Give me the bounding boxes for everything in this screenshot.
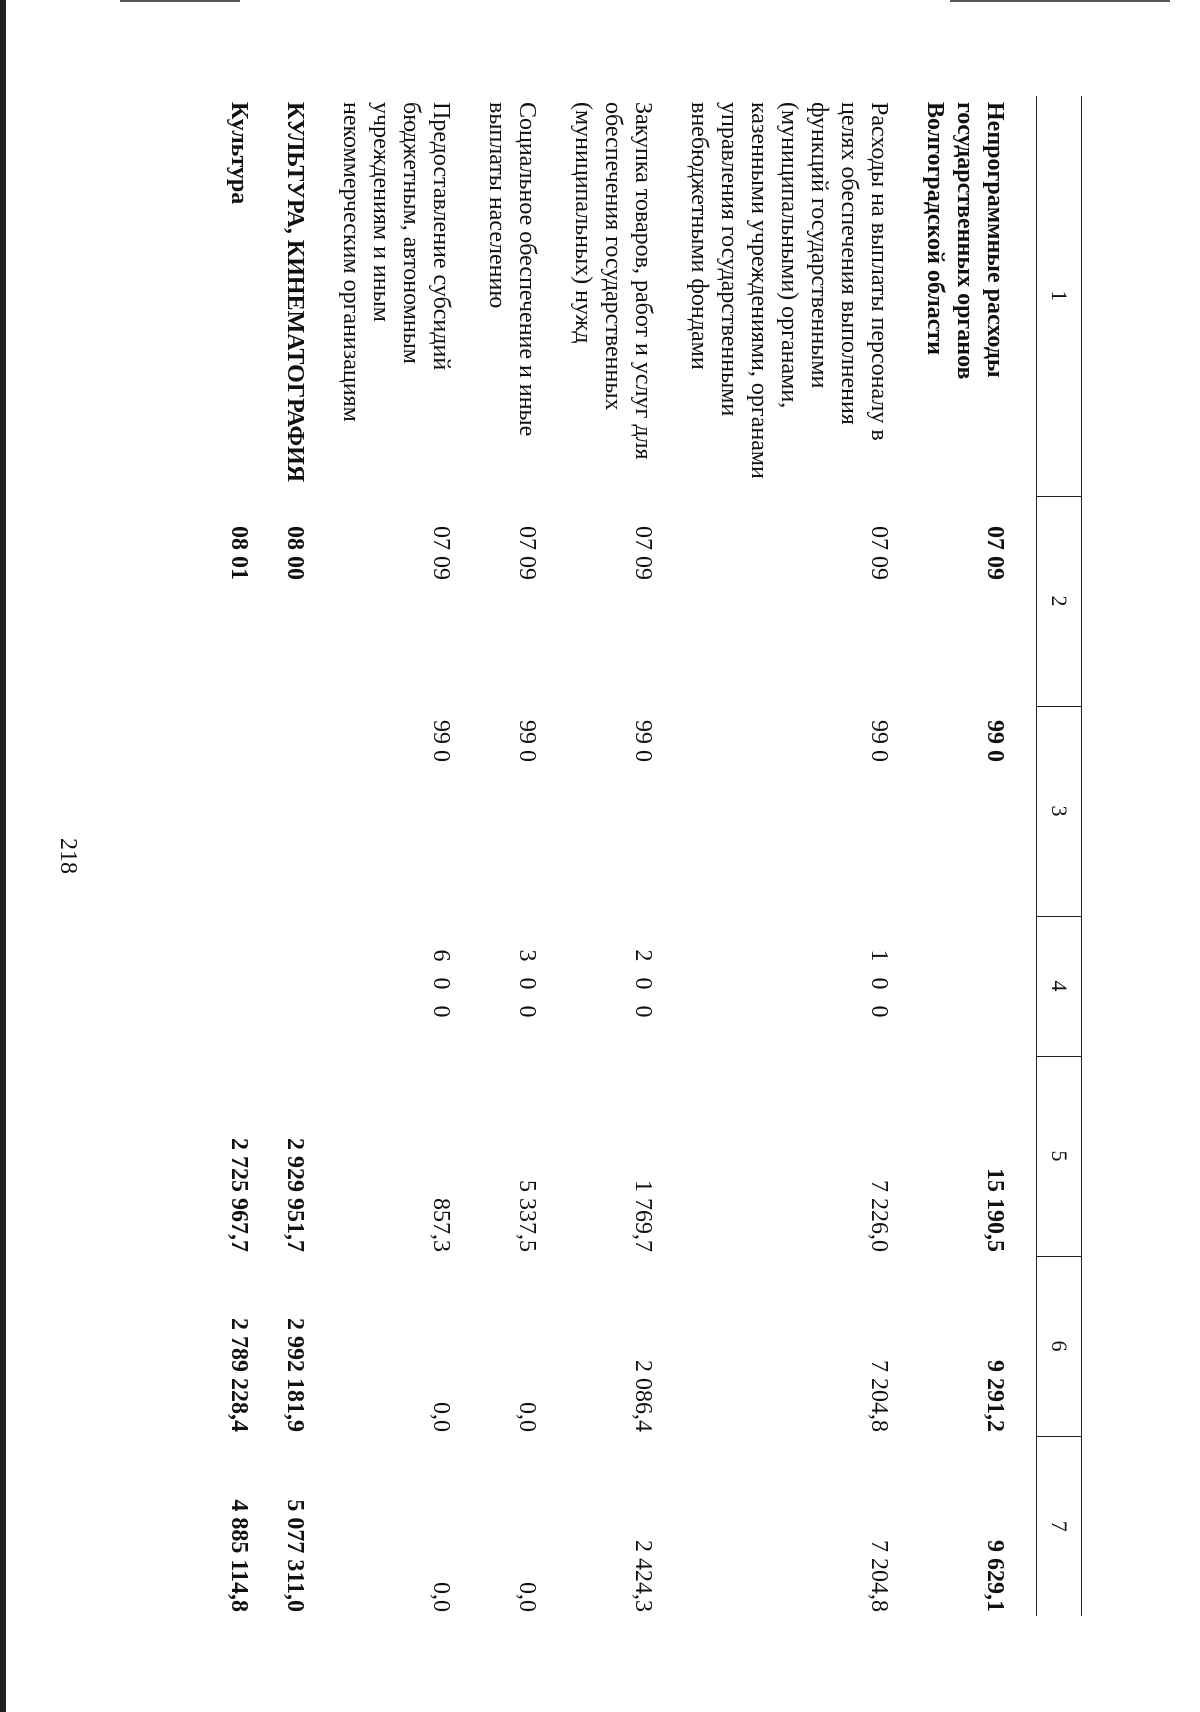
row-section: 07 09 xyxy=(630,526,656,580)
row-value-6: 7 204,8 xyxy=(866,1360,892,1432)
budget-table-frame xyxy=(152,96,1082,1616)
scan-edge xyxy=(0,0,6,1712)
row-value-5: 2 929 951,7 xyxy=(282,1138,308,1252)
table-row xyxy=(568,96,684,1616)
row-value-7: 9 629,1 xyxy=(982,1540,1008,1612)
col-header-6: 6 xyxy=(1037,1256,1082,1436)
budget-table xyxy=(224,96,1082,1616)
row-type: 6 0 0 xyxy=(428,949,454,1023)
row-value-7: 2 424,3 xyxy=(630,1540,656,1612)
row-value-7: 4 885 114,8 xyxy=(226,1499,252,1612)
row-value-5: 15 190,5 xyxy=(982,1168,1008,1252)
table-row xyxy=(684,96,920,1616)
row-type xyxy=(920,916,1037,1056)
row-target: 99 0 xyxy=(514,720,540,762)
row-value-6: 2 789 228,4 xyxy=(226,1318,252,1432)
row-section: 07 09 xyxy=(982,526,1008,580)
row-section: 07 09 xyxy=(866,526,892,580)
row-type: 3 0 0 xyxy=(514,949,540,1023)
row-value-5: 2 725 967,7 xyxy=(226,1138,252,1252)
row-value-5: 857,3 xyxy=(428,1198,454,1252)
row-value-7: 0,0 xyxy=(514,1582,540,1612)
row-name: Предоставление субсидий бюджетным, автономным учреждениям и иным некоммерческим организациям xyxy=(338,102,454,422)
row-type xyxy=(224,916,280,1056)
col-header-7: 7 xyxy=(1037,1436,1082,1616)
col-header-5: 5 xyxy=(1037,1056,1082,1256)
row-section: 07 09 xyxy=(514,526,540,580)
row-type xyxy=(280,916,336,1056)
table-row xyxy=(280,96,336,1616)
row-target: 99 0 xyxy=(630,720,656,762)
row-value-5: 5 337,5 xyxy=(514,1180,540,1252)
col-header-2: 2 xyxy=(1037,496,1082,706)
col-header-4: 4 xyxy=(1037,916,1082,1056)
table-row xyxy=(336,96,482,1616)
row-name: Культура xyxy=(226,102,252,205)
row-name: КУЛЬТУРА, КИНЕМАТОГРАФИЯ xyxy=(282,102,308,483)
table-row xyxy=(482,96,568,1616)
row-name: Расходы на выплаты персоналу в целях обеспечения выполнения функций государственными (муниципальными) органами, казенными учреждениями, органами управления государственными внебюджетными фондами xyxy=(686,102,892,479)
row-target: 99 0 xyxy=(428,720,454,762)
row-target xyxy=(280,706,336,916)
scan-edge-top-right xyxy=(950,0,1170,2)
table-row xyxy=(920,96,1037,1616)
row-type: 1 0 0 xyxy=(866,949,892,1023)
row-section: 07 09 xyxy=(428,526,454,580)
row-value-7: 7 204,8 xyxy=(866,1540,892,1612)
row-value-5: 1 769,7 xyxy=(630,1180,656,1252)
row-target xyxy=(224,706,280,916)
col-header-1: 1 xyxy=(1037,96,1082,496)
row-name: Социальное обеспечение и иные выплаты населению xyxy=(484,102,540,437)
row-value-6: 2 086,4 xyxy=(630,1360,656,1432)
row-target: 99 0 xyxy=(982,720,1008,762)
row-section: 08 01 xyxy=(226,526,252,580)
scan-edge-top xyxy=(120,0,240,2)
row-section: 08 00 xyxy=(282,526,308,580)
row-value-7: 5 077 311,0 xyxy=(282,1499,308,1612)
row-value-6: 9 291,2 xyxy=(982,1360,1008,1432)
row-name: Закупка товаров, работ и услуг для обеспечения государственных (муниципальных) нужд xyxy=(570,102,656,460)
row-value-6: 0,0 xyxy=(428,1402,454,1432)
row-type: 2 0 0 xyxy=(630,949,656,1023)
row-value-6: 2 992 181,9 xyxy=(282,1318,308,1432)
row-value-6: 0,0 xyxy=(514,1402,540,1432)
row-value-5: 7 226,0 xyxy=(866,1180,892,1252)
row-value-7: 0,0 xyxy=(428,1582,454,1612)
row-name: Непрограммные расходы государственных органов Волгоградской области xyxy=(922,102,1008,380)
table-row xyxy=(224,96,280,1616)
header-row xyxy=(1037,96,1082,1616)
row-target: 99 0 xyxy=(866,720,892,762)
page-number: 218 xyxy=(55,838,81,874)
col-header-3: 3 xyxy=(1037,706,1082,916)
